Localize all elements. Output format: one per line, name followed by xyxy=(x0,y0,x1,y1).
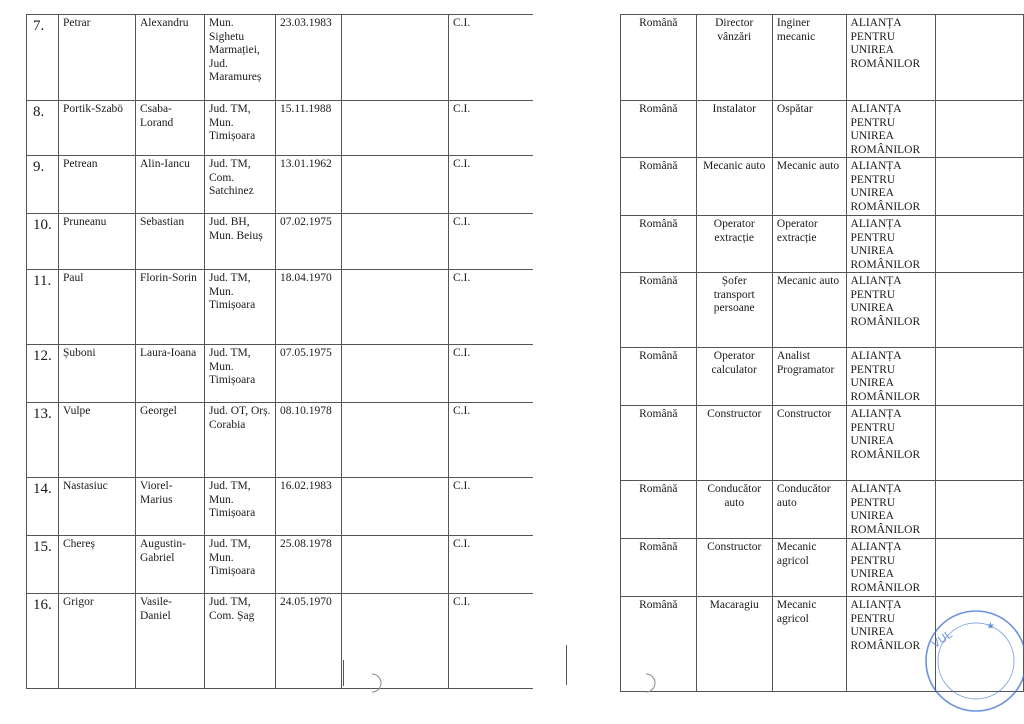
party-name: ALIANȚA PENTRU UNIREA ROMÂNILOR xyxy=(846,597,935,692)
occupation: Constructor xyxy=(696,539,772,597)
candidates-table-right xyxy=(620,14,1024,692)
citizenship: Română xyxy=(621,597,697,692)
table-row xyxy=(621,273,1024,348)
citizenship: Română xyxy=(621,481,697,539)
occupation: Conducător auto xyxy=(696,481,772,539)
party-name: ALIANȚA PENTRU UNIREA ROMÂNILOR xyxy=(846,15,935,101)
blank-cell xyxy=(342,478,449,536)
profession: Operator extracție xyxy=(772,216,846,273)
first-name: Viorel-Marius xyxy=(136,478,205,536)
birth-date: 23.03.1983 xyxy=(276,15,342,101)
blank-cell xyxy=(935,597,1023,692)
last-name: Paul xyxy=(59,270,136,345)
address: Jud. TM, Mun. Timișoara xyxy=(205,345,276,403)
citizenship: Română xyxy=(621,406,697,481)
row-number: 7. xyxy=(27,15,59,101)
binding-hole-left xyxy=(364,670,390,696)
party-name: ALIANȚA PENTRU UNIREA ROMÂNILOR xyxy=(846,158,935,216)
profession: Ospătar xyxy=(772,101,846,158)
first-name: Vasile-Daniel xyxy=(136,594,205,689)
birth-date: 25.08.1978 xyxy=(276,536,342,594)
last-name: Nastasiuc xyxy=(59,478,136,536)
id-document-type: C.I. xyxy=(449,15,533,101)
last-name: Chereș xyxy=(59,536,136,594)
id-document-type: C.I. xyxy=(449,594,533,689)
table-row xyxy=(621,15,1024,101)
table-row xyxy=(27,345,533,403)
table-row xyxy=(27,594,533,689)
id-document-type: C.I. xyxy=(449,270,533,345)
blank-cell xyxy=(935,406,1023,481)
address: Jud. OT, Orș. Corabia xyxy=(205,403,276,478)
blank-cell xyxy=(935,481,1023,539)
svg-text:★: ★ xyxy=(986,621,995,632)
last-name: Șuboni xyxy=(59,345,136,403)
row-number: 12. xyxy=(27,345,59,403)
last-name: Petrar xyxy=(59,15,136,101)
blank-cell xyxy=(935,158,1023,216)
row-number: 10. xyxy=(27,214,59,270)
blank-cell xyxy=(342,345,449,403)
table-row xyxy=(621,481,1024,539)
last-name: Pruneanu xyxy=(59,214,136,270)
citizenship: Română xyxy=(621,539,697,597)
table-row xyxy=(621,216,1024,273)
id-document-type: C.I. xyxy=(449,214,533,270)
id-document-type: C.I. xyxy=(449,403,533,478)
row-number: 11. xyxy=(27,270,59,345)
blank-cell xyxy=(935,101,1023,158)
last-name: Vulpe xyxy=(59,403,136,478)
candidates-table-left xyxy=(26,14,533,689)
citizenship: Română xyxy=(621,158,697,216)
address: Jud. TM, Mun. Timișoara xyxy=(205,478,276,536)
citizenship: Română xyxy=(621,216,697,273)
address: Jud. TM, Mun. Timișoara xyxy=(205,270,276,345)
blank-cell xyxy=(935,15,1023,101)
first-name: Georgel xyxy=(136,403,205,478)
blank-cell xyxy=(342,156,449,214)
first-name: Alin-Iancu xyxy=(136,156,205,214)
profession: Analist Programator xyxy=(772,348,846,406)
binding-hole-right xyxy=(640,670,666,696)
id-document-type: C.I. xyxy=(449,478,533,536)
birth-date: 13.01.1962 xyxy=(276,156,342,214)
citizenship: Română xyxy=(621,348,697,406)
blank-cell xyxy=(342,214,449,270)
table-row xyxy=(27,403,533,478)
profession: Mecanic auto xyxy=(772,158,846,216)
row-number: 16. xyxy=(27,594,59,689)
blank-cell xyxy=(342,101,449,156)
table-row xyxy=(27,101,533,156)
table-row xyxy=(621,158,1024,216)
id-document-type: C.I. xyxy=(449,101,533,156)
blank-cell xyxy=(935,216,1023,273)
citizenship: Română xyxy=(621,273,697,348)
table-row xyxy=(621,348,1024,406)
party-name: ALIANȚA PENTRU UNIREA ROMÂNILOR xyxy=(846,273,935,348)
profession: Constructor xyxy=(772,406,846,481)
party-name: ALIANȚA PENTRU UNIREA ROMÂNILOR xyxy=(846,216,935,273)
svg-text:VUL: VUL xyxy=(929,627,955,651)
last-name: Portik-Szabö xyxy=(59,101,136,156)
occupation: Operator extracție xyxy=(696,216,772,273)
blank-cell xyxy=(342,15,449,101)
birth-date: 15.11.1988 xyxy=(276,101,342,156)
occupation: Operator calculator xyxy=(696,348,772,406)
profession: Mecanic agricol xyxy=(772,597,846,692)
scan-mark-line xyxy=(566,645,567,685)
table-row xyxy=(621,597,1024,692)
blank-cell xyxy=(935,348,1023,406)
address: Jud. TM, Com. Șag xyxy=(205,594,276,689)
address: Mun. Sighetu Marmației, Jud. Maramureș xyxy=(205,15,276,101)
profession: Mecanic agricol xyxy=(772,539,846,597)
table-row xyxy=(621,406,1024,481)
table-row xyxy=(27,214,533,270)
first-name: Sebastian xyxy=(136,214,205,270)
blank-cell xyxy=(342,270,449,345)
table-row xyxy=(27,270,533,345)
birth-date: 24.05.1970 xyxy=(276,594,342,689)
address: Jud. TM, Com. Satchinez xyxy=(205,156,276,214)
address: Jud. TM, Mun. Timișoara xyxy=(205,101,276,156)
table-row xyxy=(27,478,533,536)
occupation: Mecanic auto xyxy=(696,158,772,216)
birth-date: 07.05.1975 xyxy=(276,345,342,403)
first-name: Csaba-Lorand xyxy=(136,101,205,156)
birth-date: 16.02.1983 xyxy=(276,478,342,536)
id-document-type: C.I. xyxy=(449,345,533,403)
table-row xyxy=(621,101,1024,158)
profession: Mecanic auto xyxy=(772,273,846,348)
blank-cell xyxy=(935,273,1023,348)
scan-mark-line xyxy=(343,660,344,686)
profession: Conducător auto xyxy=(772,481,846,539)
party-name: ALIANȚA PENTRU UNIREA ROMÂNILOR xyxy=(846,101,935,158)
row-number: 9. xyxy=(27,156,59,214)
row-number: 13. xyxy=(27,403,59,478)
table-row xyxy=(621,539,1024,597)
birth-date: 18.04.1970 xyxy=(276,270,342,345)
party-name: ALIANȚA PENTRU UNIREA ROMÂNILOR xyxy=(846,406,935,481)
id-document-type: C.I. xyxy=(449,156,533,214)
party-name: ALIANȚA PENTRU UNIREA ROMÂNILOR xyxy=(846,348,935,406)
party-name: ALIANȚA PENTRU UNIREA ROMÂNILOR xyxy=(846,539,935,597)
table-row xyxy=(27,536,533,594)
address: Jud. TM, Mun. Timișoara xyxy=(205,536,276,594)
table-row xyxy=(27,156,533,214)
blank-cell xyxy=(342,403,449,478)
citizenship: Română xyxy=(621,101,697,158)
blank-cell xyxy=(342,594,449,689)
first-name: Laura-Ioana xyxy=(136,345,205,403)
row-number: 14. xyxy=(27,478,59,536)
blank-cell xyxy=(342,536,449,594)
row-number: 15. xyxy=(27,536,59,594)
party-name: ALIANȚA PENTRU UNIREA ROMÂNILOR xyxy=(846,481,935,539)
blank-cell xyxy=(935,539,1023,597)
first-name: Alexandru xyxy=(136,15,205,101)
occupation: Director vânzări xyxy=(696,15,772,101)
citizenship: Română xyxy=(621,15,697,101)
id-document-type: C.I. xyxy=(449,536,533,594)
table-row xyxy=(27,15,533,101)
occupation: Șofer transport persoane xyxy=(696,273,772,348)
occupation: Instalator xyxy=(696,101,772,158)
last-name: Grigor xyxy=(59,594,136,689)
profession: Inginer mecanic xyxy=(772,15,846,101)
first-name: Florin-Sorin xyxy=(136,270,205,345)
occupation: Constructor xyxy=(696,406,772,481)
occupation: Macaragiu xyxy=(696,597,772,692)
row-number: 8. xyxy=(27,101,59,156)
birth-date: 08.10.1978 xyxy=(276,403,342,478)
last-name: Petrean xyxy=(59,156,136,214)
birth-date: 07.02.1975 xyxy=(276,214,342,270)
first-name: Augustin-Gabriel xyxy=(136,536,205,594)
address: Jud. BH, Mun. Beiuș xyxy=(205,214,276,270)
